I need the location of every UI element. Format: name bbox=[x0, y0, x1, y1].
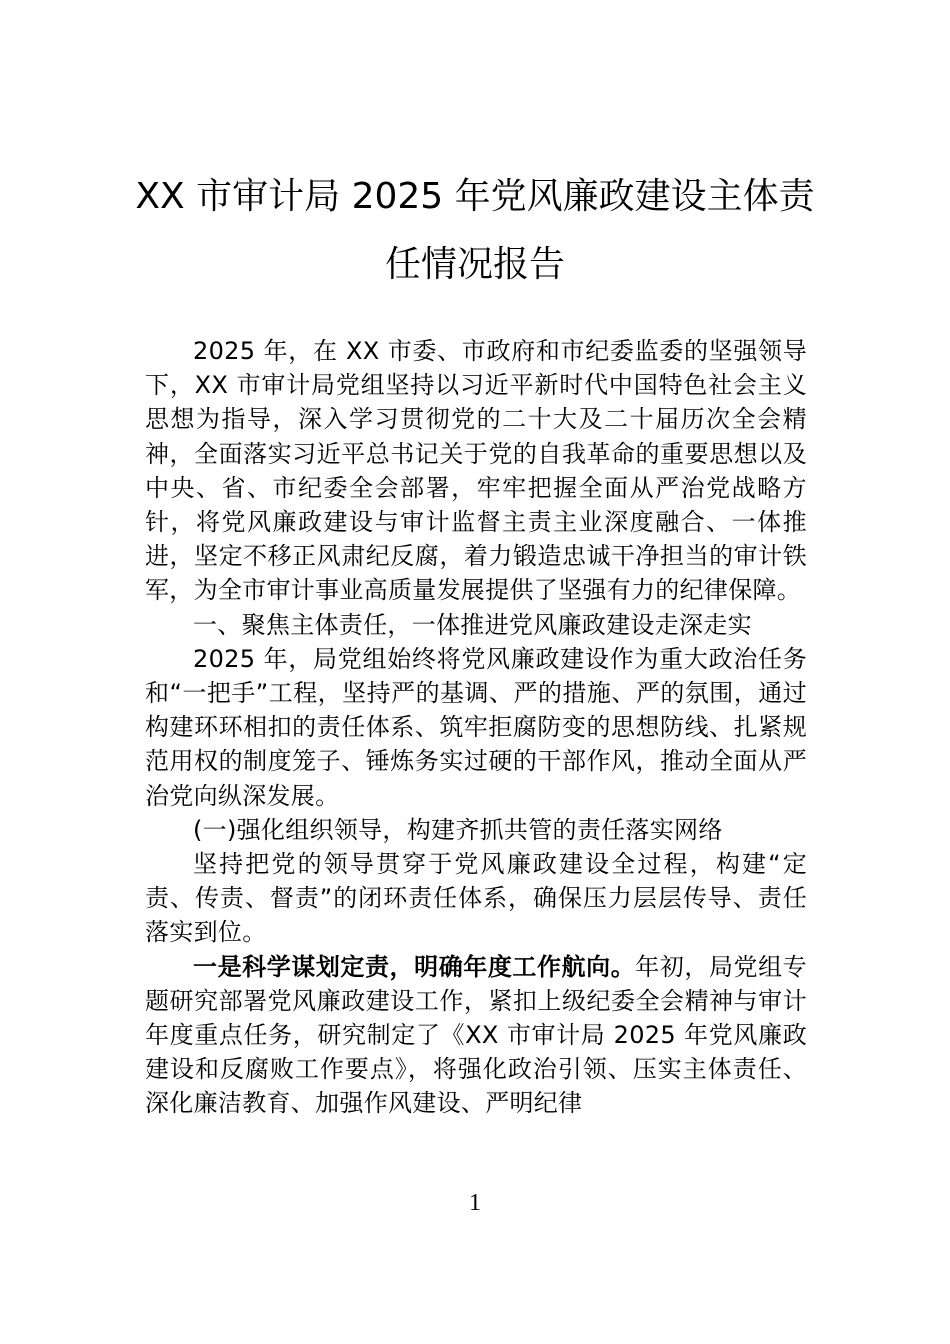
subsection-1-paragraph: 坚持把党的领导贯穿于党风廉政建设全过程，构建“定责、传责、督责”的闭环责任体系，确保压力层层传导、责任落实到位。 bbox=[145, 850, 807, 947]
subsection-heading-1: (一)强化组织领导，构建齐抓共管的责任落实网络 bbox=[193, 815, 723, 844]
section-1-paragraph: 2025 年，局党组始终将党风廉政建设作为重大政治任务和“一把手”工程，坚持严的基调、严的措施、严的氛围，通过构建环环相扣的责任体系、筑牢拒腐防变的思想防线、扎紧规范用权的制度笼子、锤炼务实过硬的干部作风，推动全面从严治党向纵深发展。 bbox=[145, 644, 807, 810]
point-one-text: 年初，局党组专题研究部署党风廉政建设工作，紧扣上级纪委全会精神与审计年度重点任务，研究制定了《XX 市审计局 2025 年党风廉政建设和反腐败工作要点》，将强化政治引领、压实主体责任、深化廉洁教育、加强作风建设、严明纪律 bbox=[145, 952, 807, 1118]
intro-paragraph: 2025 年，在 XX 市委、市政府和市纪委监委的坚强领导下，XX 市审计局党组坚持以习近平新时代中国特色社会主义思想为指导，深入学习贯彻党的二十大及二十届历次全会精神，全面落实习近平总书记关于党的自我革命的重要思想以及中央、省、市纪委全会部署，牢牢把握全面从严治党战略方针，将党风廉政建设与审计监督主责主业深度融合、一体推进，坚定不移正风肃纪反腐，着力锻造忠诚干净担当的审计铁军，为全市审计事业高质量发展提供了坚强有力的纪律保障。 bbox=[145, 337, 807, 605]
document-title-line-2: 任情况报告 bbox=[384, 244, 565, 285]
point-one-lead: 一是科学谋划定责，明确年度工作航向。 bbox=[193, 952, 636, 981]
page-number: 1 bbox=[469, 1190, 481, 1216]
document-body bbox=[145, 334, 807, 1121]
section-heading-1: 一、聚焦主体责任，一体推进党风廉政建设走深走实 bbox=[193, 610, 752, 639]
point-one-paragraph bbox=[145, 950, 807, 1121]
document-title-line-1: XX 市审计局 2025 年党风廉政建设主体责 bbox=[135, 176, 815, 217]
